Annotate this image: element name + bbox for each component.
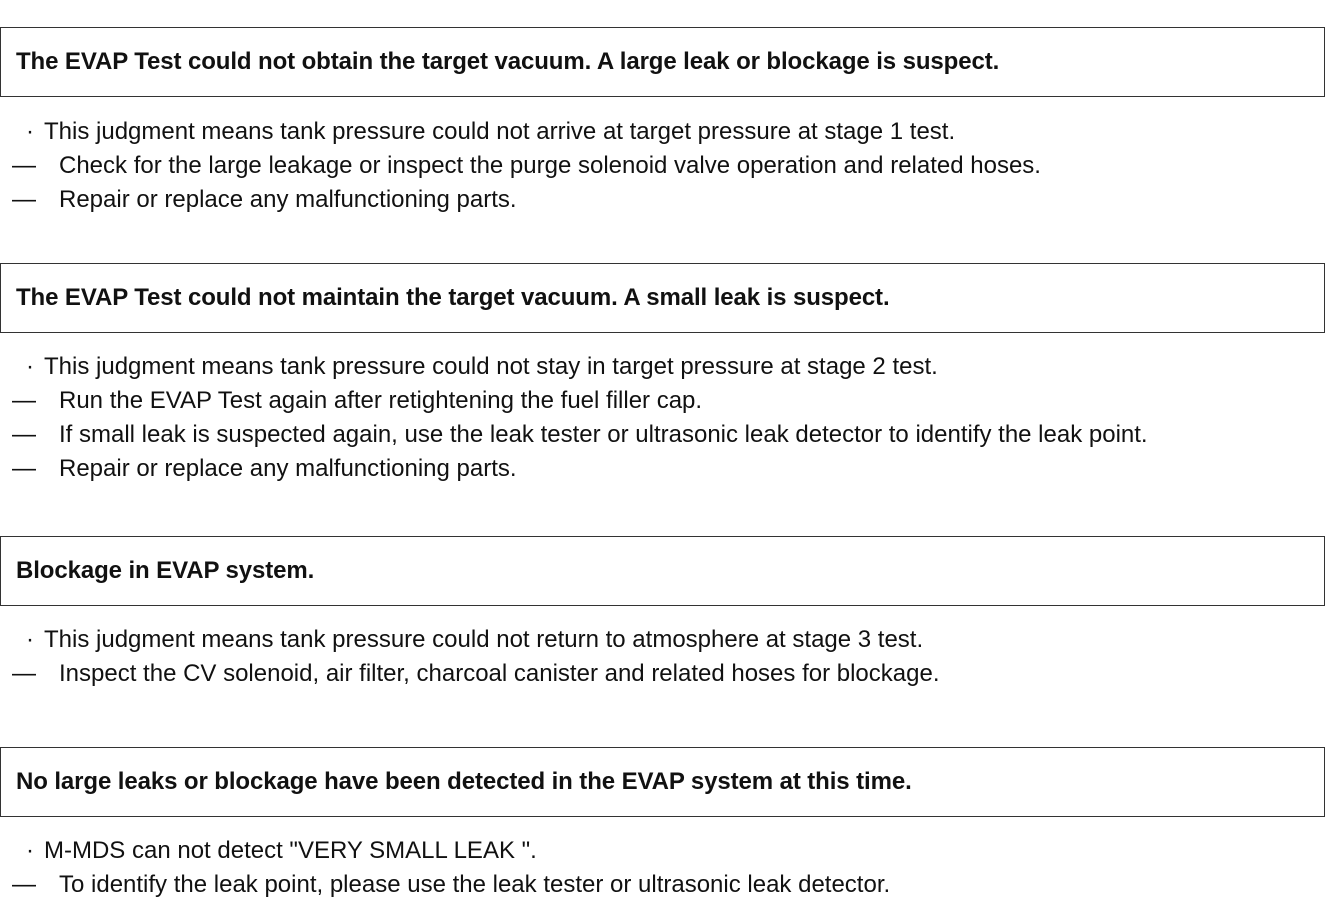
detail-line [0,657,1325,691]
result-details [0,350,1325,486]
dash-marker: — [12,455,36,482]
detail-text: This judgment means tank pressure could not return to atmosphere at stage 3 test. [44,626,924,653]
result-header-box [0,27,1325,97]
result-title: Blockage in EVAP system. [16,557,315,584]
detail-line [0,350,1325,384]
detail-text: Inspect the CV solenoid, air filter, charcoal canister and related hoses for blockage. [59,660,940,687]
detail-line [0,834,1325,868]
result-details [0,623,1325,691]
detail-line [0,623,1325,657]
result-title: No large leaks or blockage have been detected in the EVAP system at this time. [16,768,912,795]
detail-line [0,452,1325,486]
detail-line [0,183,1325,217]
detail-text: Repair or replace any malfunctioning parts. [59,186,517,213]
detail-line [0,418,1325,452]
dash-marker: — [12,186,36,213]
result-section-small-leak [0,263,1325,486]
bullet-marker: · [26,837,34,864]
bullet-marker: · [26,118,34,145]
dash-marker: — [12,421,36,448]
detail-line [0,115,1325,149]
dash-marker: — [12,152,36,179]
detail-line [0,384,1325,418]
detail-line [0,149,1325,183]
detail-text: This judgment means tank pressure could not arrive at target pressure at stage 1 test. [44,118,956,145]
result-section-blockage [0,536,1325,691]
detail-text: Check for the large leakage or inspect the purge solenoid valve operation and related hoses. [59,152,1041,179]
detail-text: Repair or replace any malfunctioning parts. [59,455,517,482]
detail-text: M-MDS can not detect "VERY SMALL LEAK ". [44,837,537,864]
result-header-box [0,747,1325,817]
dash-marker: — [12,871,36,898]
result-section-large-leak [0,27,1325,217]
result-title: The EVAP Test could not maintain the target vacuum. A small leak is suspect. [16,284,890,311]
detail-line [0,868,1325,902]
detail-text: Run the EVAP Test again after retightening the fuel filler cap. [59,387,703,414]
bullet-marker: · [26,353,34,380]
dash-marker: — [12,660,36,687]
result-details [0,834,1325,902]
dash-marker: — [12,387,36,414]
result-section-no-leak [0,747,1325,902]
result-header-box [0,536,1325,606]
result-details [0,115,1325,217]
result-header-box [0,263,1325,333]
detail-text: If small leak is suspected again, use the leak tester or ultrasonic leak detector to identify the leak point. [59,421,1148,448]
bullet-marker: · [26,626,34,653]
result-title: The EVAP Test could not obtain the target vacuum. A large leak or blockage is suspect. [16,48,1000,75]
detail-text: This judgment means tank pressure could not stay in target pressure at stage 2 test. [44,353,938,380]
detail-text: To identify the leak point, please use the leak tester or ultrasonic leak detector. [59,871,891,898]
